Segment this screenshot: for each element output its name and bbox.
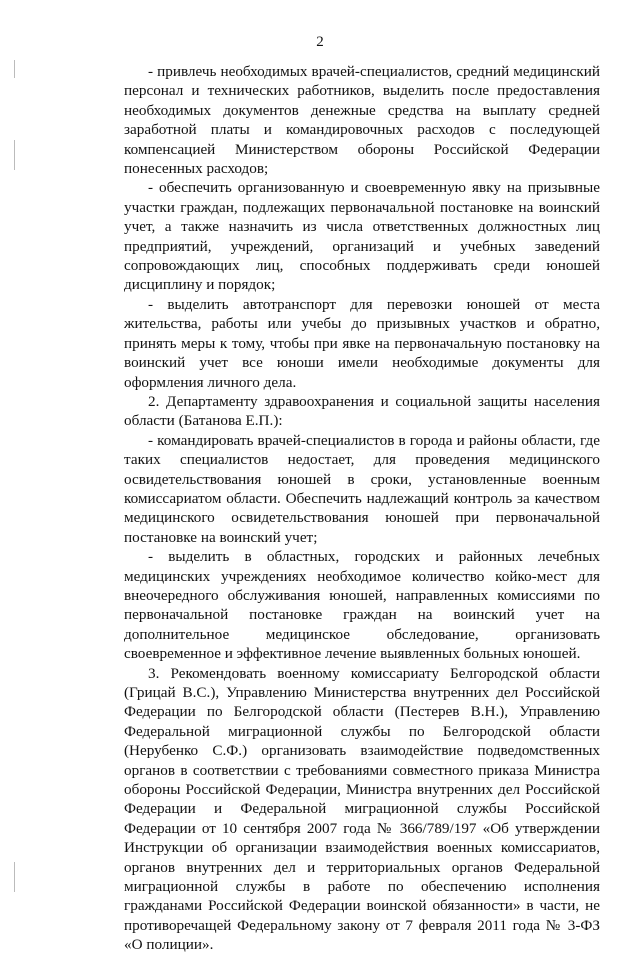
scan-artifact [14,140,15,170]
paragraph: 3. Рекомендовать военному комиссариату Белгородской области (Грицай В.С.), Управлению Министерства внутренних дел Российской Федерации по Белгородской области (Пестерев В.Н.), Управлению Федеральной миграционной службы по Белгородской области (Нерубенко С.Ф.) организовать взаимодействие подведомственных органов в соответствии с требованиями совместного приказа Министра обороны Российской Федерации, Министра внутренних дел Российской Федерации и Федеральной миграционной службы Российской Федерации от 10 сентября 2007 года № 366/789/197 «Об утверждении Инструкции об организации взаимодействия военных комиссариатов, органов внутренних дел и территориальных органов Федеральной миграционной службы в работе по обеспечению исполнения гражданами Российской Федерации воинской обязанности» в части, не противоречащей Федеральному закону от 7 февраля 2011 года № 3-ФЗ «О полиции». [124,664,600,954]
document-body [124,62,600,955]
page-number: 2 [316,34,324,50]
paragraph: - обеспечить организованную и своевременную явку на призывные участки граждан, подлежащих первоначальной постановке на воинский учет, а также назначить из числа ответственных должностных лиц предприятий, учреждений, организаций и учебных заведений сопровождающих лиц, способных поддерживать среди юношей дисциплину и порядок; [124,179,600,294]
scan-artifact [14,60,15,78]
paragraph: - командировать врачей-специалистов в города и районы области, где таких специалистов недостает, для проведения медицинского освидетельствования юношей в сроки, установленные военным комиссариатом области. Обеспечить надлежащий контроль за качеством медицинского освидетельствования юношей при первоначальной постановке на воинский учет; [124,431,600,546]
paragraph: - привлечь необходимых врачей-специалистов, средний медицинский персонал и технических работников, выделить после предоставления необходимых документов денежные средства на выплату средней заработной платы и командировочных расходов с последующей компенсацией Министерством обороны Российской Федерации понесенных расходов; [124,63,600,178]
paragraph: 2. Департаменту здравоохранения и социальной защиты населения области (Батанова Е.П.): [124,392,600,430]
scan-artifact [14,862,15,892]
paragraph: - выделить в областных, городских и районных лечебных медицинских учреждениях необходимое количество койко-мест для внеочередного обслуживания юношей, направленных комиссиями по первоначальной постановке граждан на воинский учет на дополнительное медицинское обследование, организовать своевременное и эффективное лечение выявленных больных юношей. [124,548,600,663]
paragraph: - выделить автотранспорт для перевозки юношей от места жительства, работы или учебы до призывных участков и обратно, принять меры к тому, чтобы при явке на первоначальную постановку на воинский учет все юноши имели необходимые документы для оформления личного дела. [124,295,600,391]
